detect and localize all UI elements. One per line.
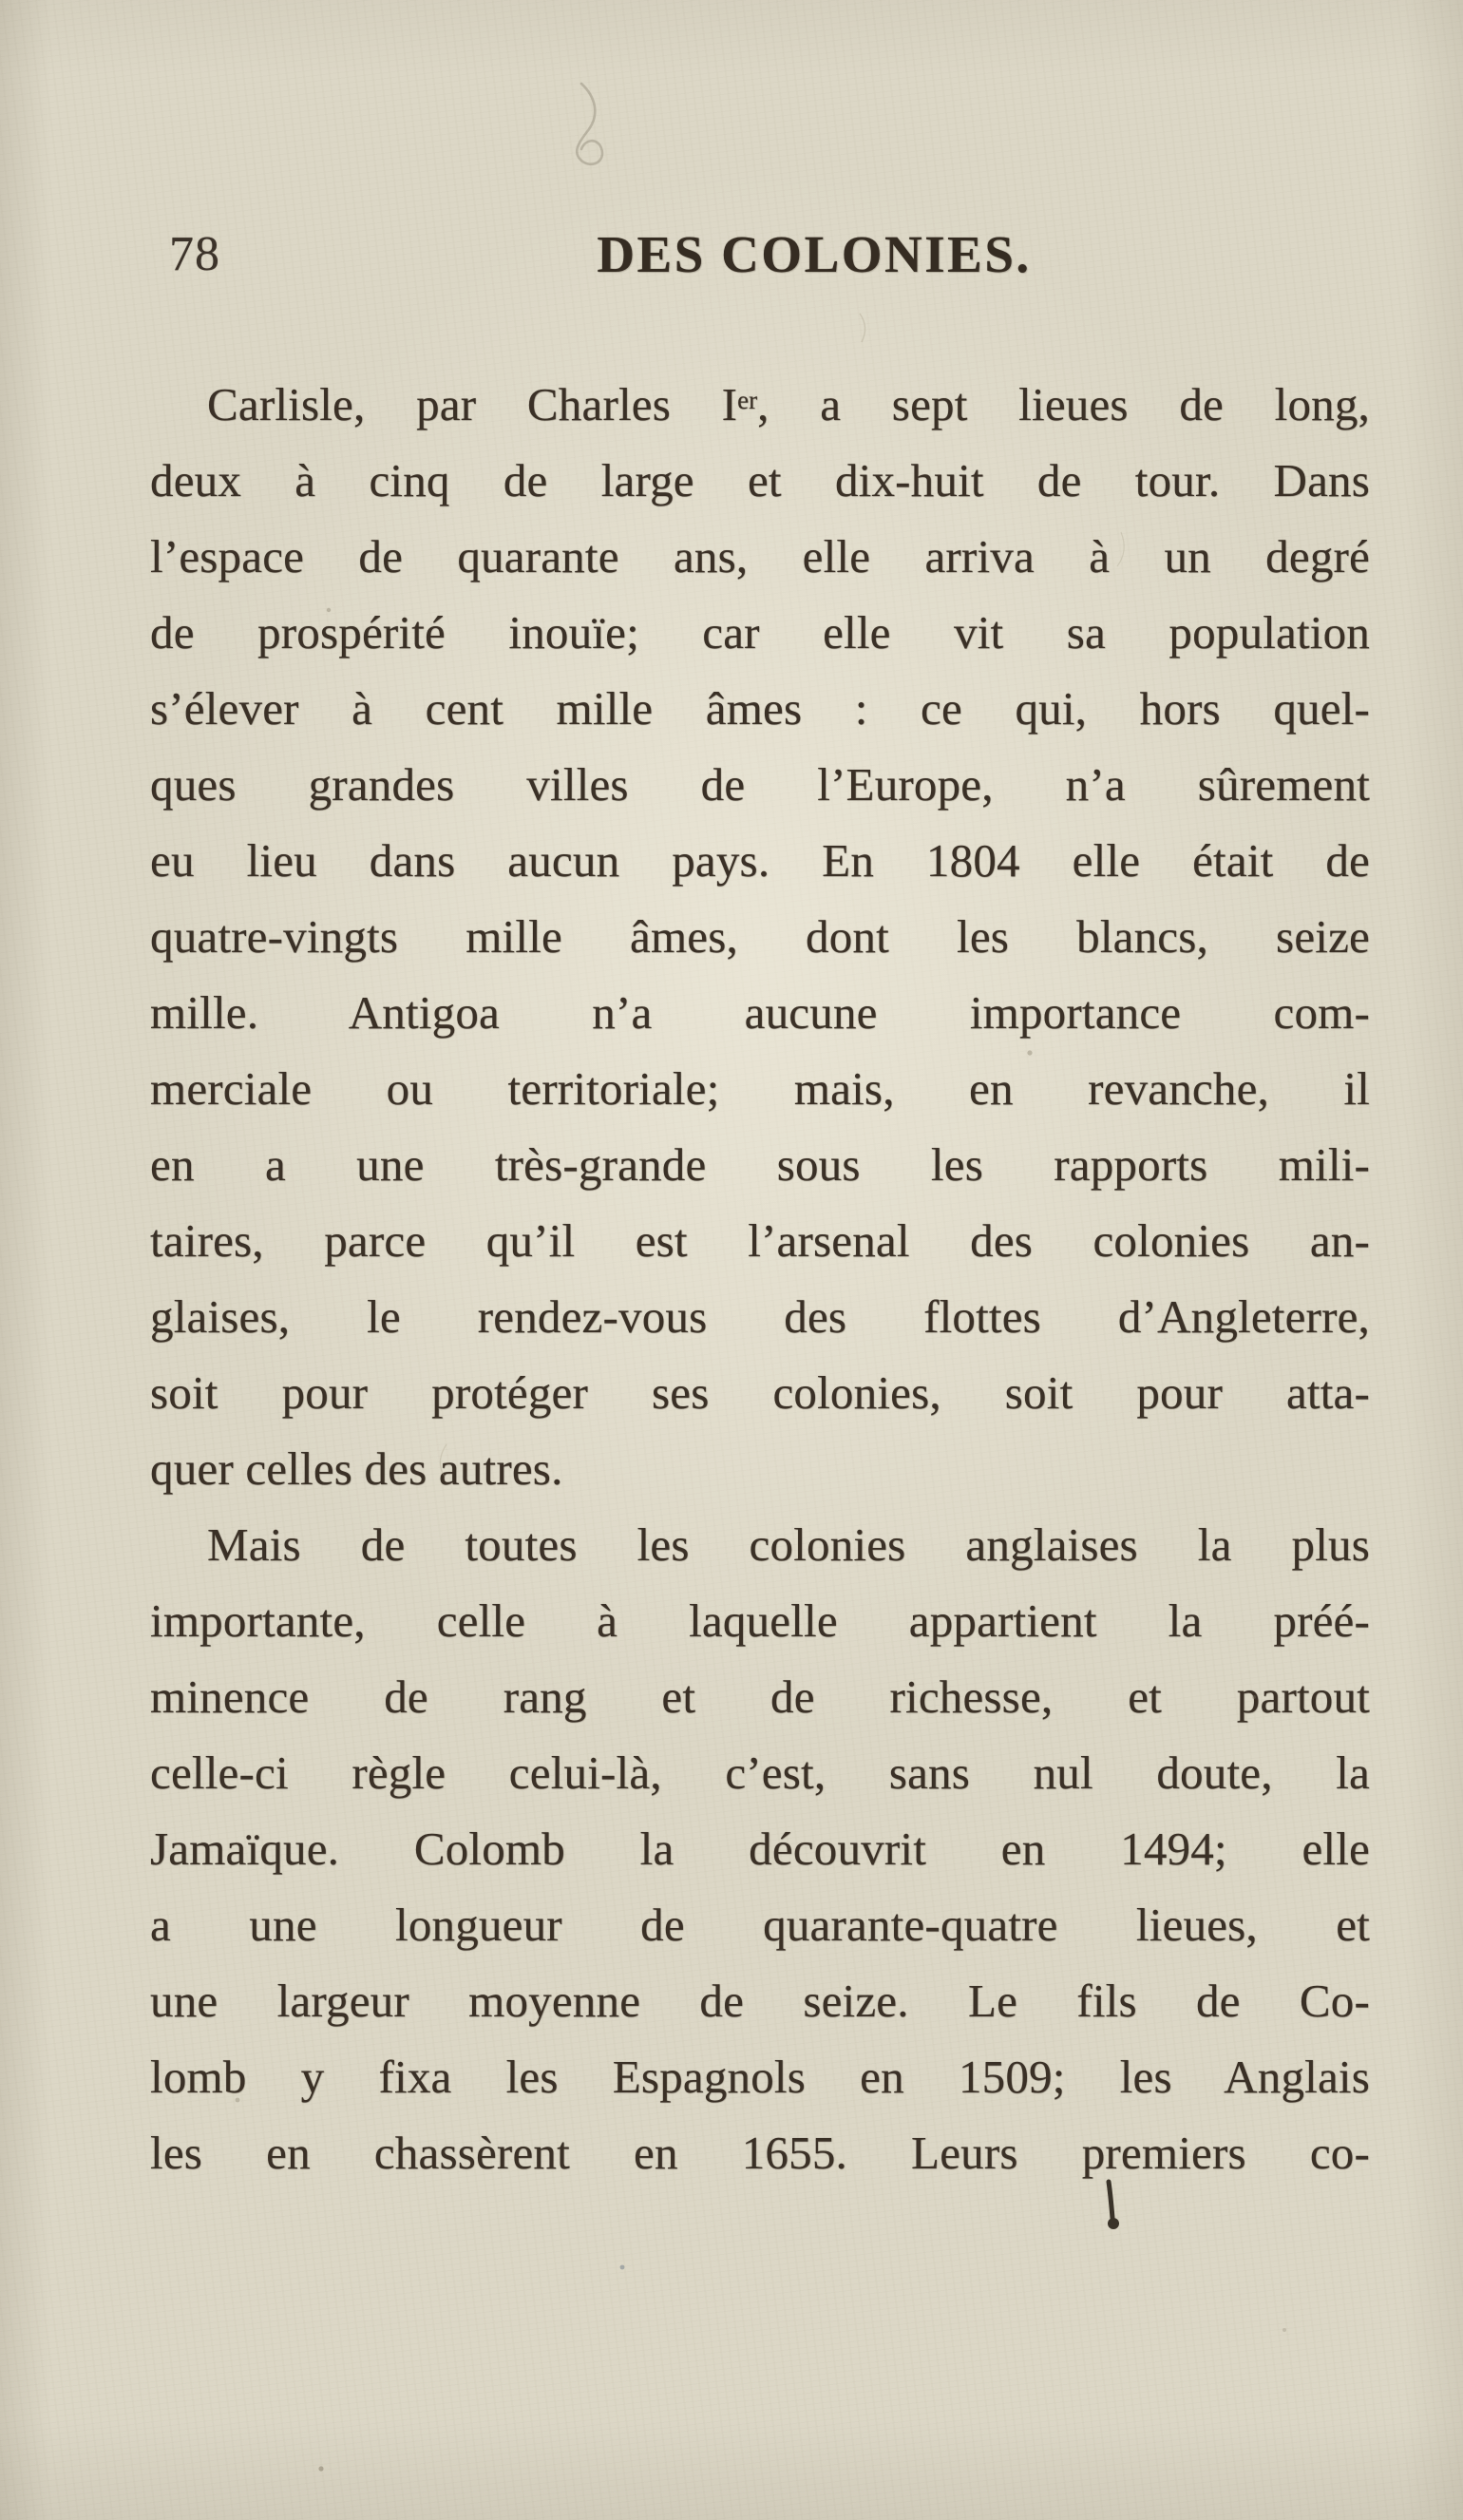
pencil-squiggle-mark [577,84,602,164]
text-line: de prospérité inouïe; car elle vit sa population [150,606,1370,659]
text-line: lomb y fixa les Espagnols en 1509; les Anglais [150,2051,1370,2103]
text-line: ques grandes villes de l’Europe, n’a sûrement [150,758,1370,811]
text-line: soit pour protéger ses colonies, soit pour atta- [150,1366,1370,1419]
text-line: en a une très-grande sous les rapports mili- [150,1138,1370,1191]
running-title: DES COLONIES. [597,225,1032,283]
text-line: deux à cinq de large et dix-huit de tour. Dans [150,454,1370,506]
text-line: minence de rang et de richesse, et partout [150,1670,1370,1723]
text-line: quatre-vingts mille âmes, dont les blancs, seize [150,910,1370,963]
paragraph [150,1507,1370,2191]
text-line: glaises, le rendez-vous des flottes d’Angleterre, [150,1290,1370,1343]
text-line: une largeur moyenne de seize. Le fils de Co- [150,1975,1370,2027]
text-line: mille. Antigoa n’a aucune importance com- [150,986,1370,1039]
text-line: les en chassèrent en 1655. Leurs premiers co- [150,2127,1370,2179]
page-number: 78 [169,227,220,281]
text-line: l’espace de quarante ans, elle arriva à un degré [150,530,1370,582]
paragraph [150,367,1370,1507]
text-line: a une longueur de quarante-quatre lieues, et [150,1899,1370,1951]
running-head [0,224,1463,285]
body-text [150,367,1370,2191]
text-line: Jamaïque. Colomb la découvrit en 1494; elle [150,1823,1370,1875]
text-line: celle-ci règle celui-là, c’est, sans nul doute, la [150,1747,1370,1799]
text-line: Carlisle, par Charles Ier, a sept lieues de long, [207,378,1370,430]
text-line: Mais de toutes les colonies anglaises la plus [207,1518,1370,1571]
text-line: quer celles des autres. [150,1442,563,1495]
text-line: s’élever à cent mille âmes : ce qui, hors quel- [150,682,1370,735]
text-line: eu lieu dans aucun pays. En 1804 elle était de [150,834,1370,887]
text-line: merciale ou territoriale; mais, en revanche, il [150,1062,1370,1115]
text-line: taires, parce qu’il est l’arsenal des colonies an- [150,1214,1370,1267]
text-line: importante, celle à laquelle appartient la préé- [150,1594,1370,1647]
